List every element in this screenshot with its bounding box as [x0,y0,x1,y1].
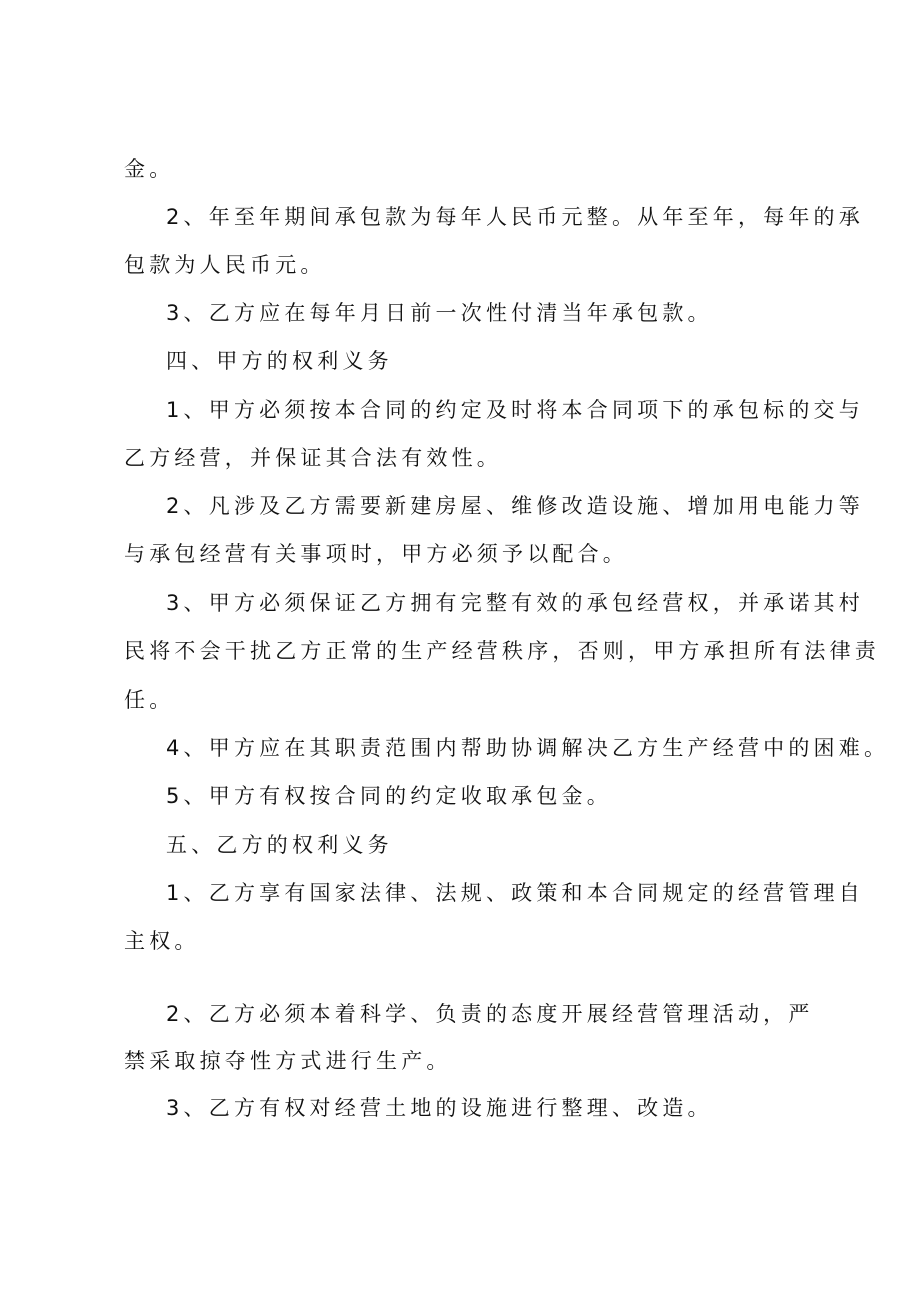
section-heading: 五、乙方的权利义务 [166,833,393,857]
text-line: 3、乙方有权对经营土地的设施进行整理、改造。 [166,1096,713,1120]
text-line: 民将不会干扰乙方正常的生产经营秩序，否则，甲方承担所有法律责 [124,639,880,663]
text-line: 1、甲方必须按本合同的约定及时将本合同项下的承包标的交与 [166,398,864,422]
text-line: 乙方经营，并保证其合法有效性。 [124,446,502,470]
text-line: 3、甲方必须保证乙方拥有完整有效的承包经营权，并承诺其村 [166,591,864,615]
text-line: 包款为人民币元。 [124,253,326,277]
text-line: 2、凡涉及乙方需要新建房屋、维修改造设施、增加用电能力等 [166,494,864,518]
text-line: 4、甲方应在其职责范围内帮助协调解决乙方生产经营中的困难。 [166,736,890,760]
text-line: 3、乙方应在每年月日前一次性付清当年承包款。 [166,301,713,325]
text-line: 任。 [124,688,175,712]
text-line: 1、乙方享有国家法律、法规、政策和本合同规定的经营管理自 [166,881,864,905]
text-line: 金。 [124,157,175,181]
text-line: 2、年至年期间承包款为每年人民币元整。从年至年，每年的承 [166,205,864,229]
text-line: 5、甲方有权按合同的约定收取承包金。 [166,784,612,808]
text-line: 主权。 [124,929,200,953]
text-line: 禁采取掠夺性方式进行生产。 [124,1049,452,1073]
section-heading: 四、甲方的权利义务 [166,349,393,373]
text-line: 与承包经营有关事项时，甲方必须予以配合。 [124,542,628,566]
text-line: 2、乙方必须本着科学、负责的态度开展经营管理活动，严 [166,1002,814,1026]
